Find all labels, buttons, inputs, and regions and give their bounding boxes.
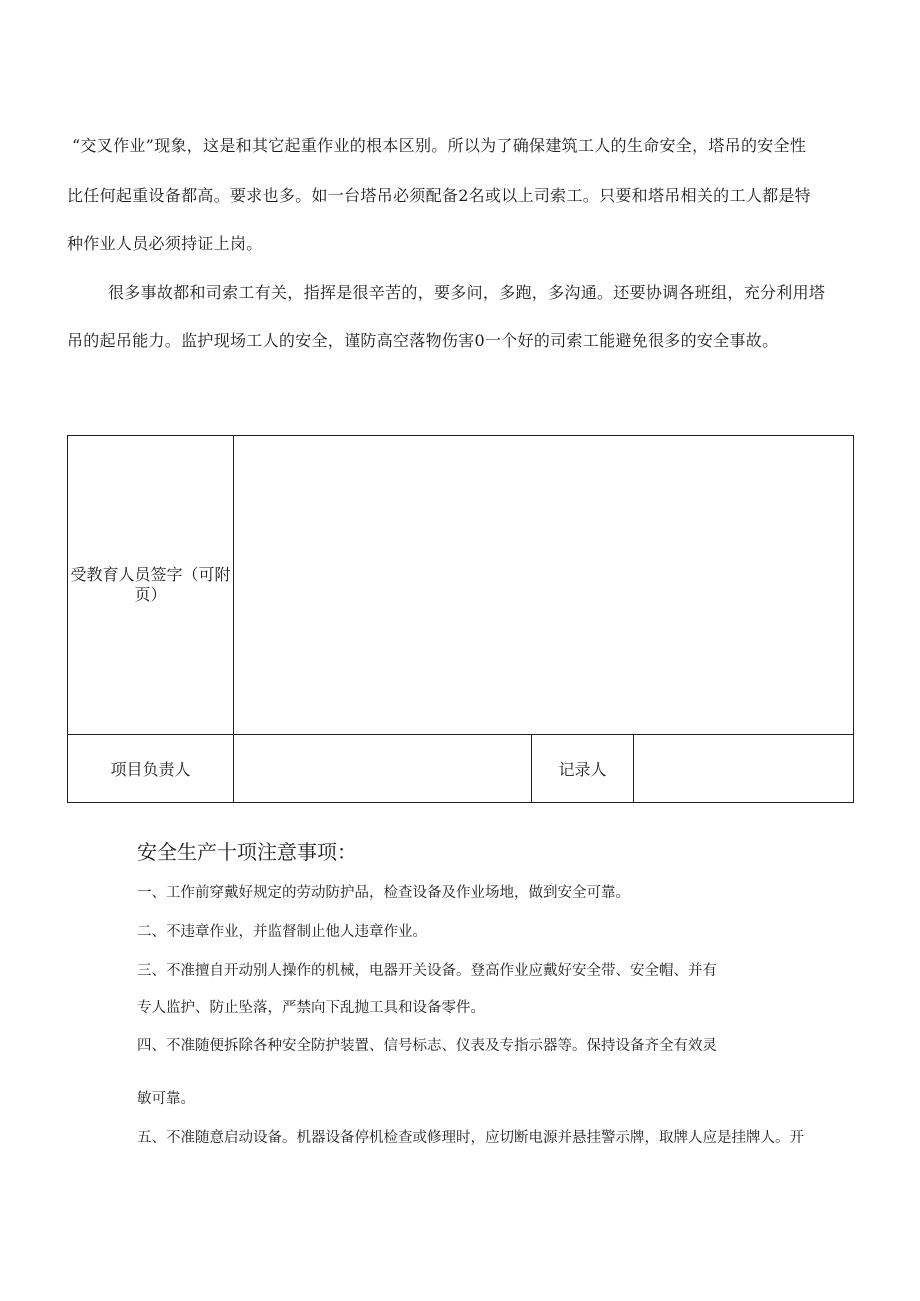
safety-note-line-6: 敏可靠。 [137,1091,195,1107]
intro-line-5: 吊的起吊能力。监护现场工人的安全，谨防高空落物伤害0一个好的司索工能避免很多的安全事故。 [67,331,779,350]
recorder-label: 记录人 [532,735,634,803]
intro-line-2: 比任何起重设备都高。要求也多。如一台塔吊必须配备2名或以上司索工。只要和塔吊相关的工人都是特 [67,186,811,205]
education-record-table [67,435,854,803]
recorder-field[interactable] [634,735,854,803]
safety-note-line-7: 五、不准随意启动设备。机器设备停机检查或修理时，应切断电源并悬挂警示牌，取牌人应是挂牌人。开 [137,1130,804,1146]
safety-note-line-3: 三、不准擅自开动别人操作的机械，电器开关设备。登高作业应戴好安全带、安全帽、并有 [137,963,717,979]
intro-line-1: “交叉作业”现象，这是和其它起重作业的根本区别。所以为了确保建筑工人的生命安全，塔吊的安全性 [72,136,807,155]
safety-note-line-4: 专人监护、防止坠落，严禁向下乱抛工具和设备零件。 [137,1000,485,1016]
safety-note-line-1: 一、工作前穿戴好规定的劳动防护品，检查设备及作业场地，做到安全可靠。 [137,885,630,901]
intro-line-3: 种作业人员必须持证上岗。 [67,234,263,253]
safety-note-line-2: 二、不违章作业，并监督制止他人违章作业。 [137,924,427,940]
project-lead-label: 项目负责人 [68,735,234,803]
signature-field[interactable] [234,436,854,735]
signature-label: 受教育人员签字（可附页） [70,565,231,604]
safety-notes-title: 安全生产十项注意事项： [137,840,357,864]
signature-label-cell [68,436,234,735]
intro-line-4: 很多事故都和司索工有关，指挥是很辛苦的，要多问，多跑，多沟通。还要协调各班组，充分利用塔 [108,283,826,302]
safety-note-line-5: 四、不准随便拆除各种安全防护装置、信号标志、仪表及专指示器等。保持设备齐全有效灵 [137,1038,717,1054]
project-lead-field[interactable] [234,735,532,803]
